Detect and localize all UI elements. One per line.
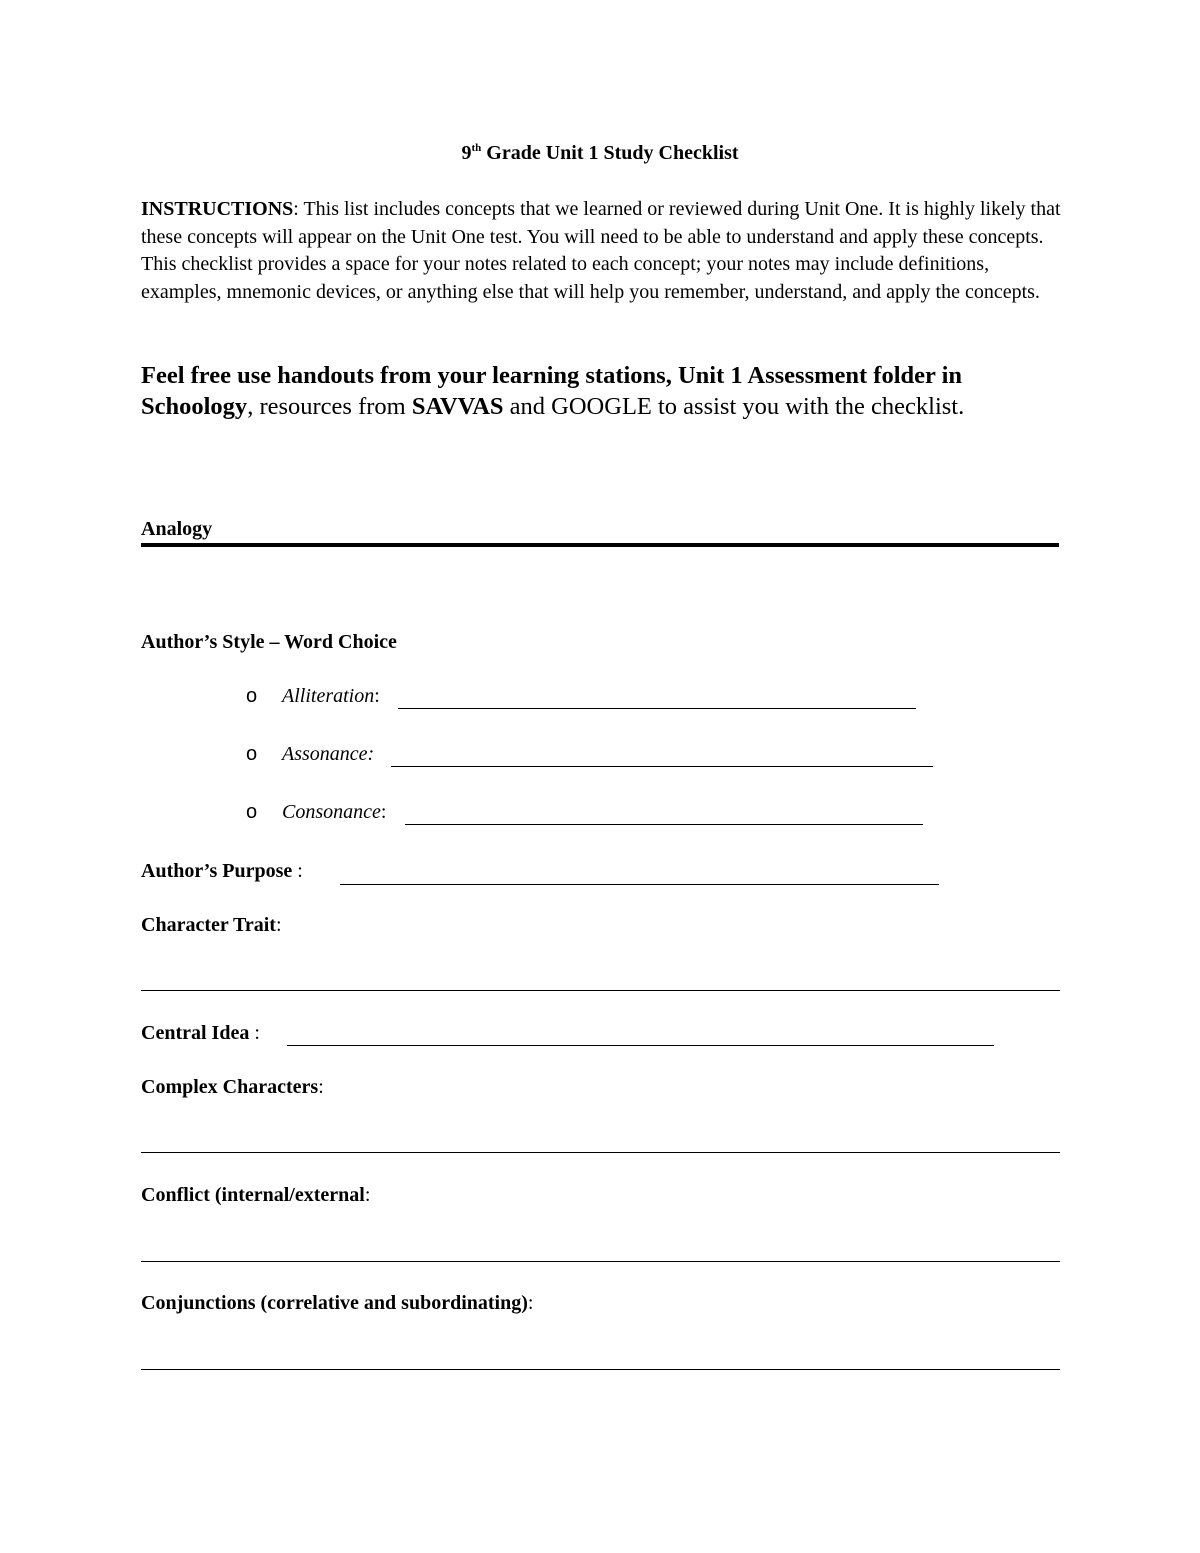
- conflict-answer-line[interactable]: [141, 1261, 1060, 1262]
- resources-note-part4: SAVVAS: [411, 393, 504, 420]
- resources-note: [141, 360, 1071, 422]
- resources-note-part2: handouts from your learning stations, Unit 1 Assessment folder in Schoology: [141, 362, 963, 420]
- instructions-label: INSTRUCTIONS: [141, 198, 294, 220]
- consonance-answer-line[interactable]: [405, 824, 923, 825]
- title-prefix: 9: [461, 142, 472, 164]
- assonance-answer-line[interactable]: [391, 766, 933, 767]
- conjunctions-label: Conjunctions (correlative and subordinating):: [141, 1292, 534, 1314]
- authors-purpose-answer-line[interactable]: [340, 884, 939, 885]
- conjunctions-answer-line[interactable]: [141, 1369, 1060, 1370]
- bullet-mark: o: [246, 743, 258, 765]
- page-title: [0, 142, 1200, 165]
- analogy-label: Analogy: [141, 518, 213, 540]
- instructions-text: : This list includes concepts that we learned or reviewed during Unit One. It is highly likely that these concepts will appear on the Unit One test. You will need to be able to understand and apply these concepts. This checklist provides a space for your notes related to each concept; your notes may include definitions, examples, mnemonic devices, or anything else that will help you remember, understand, and apply the concepts.: [141, 198, 1061, 303]
- character-trait-answer-line[interactable]: [141, 990, 1060, 991]
- instructions-paragraph: [141, 196, 1061, 306]
- term-consonance: Consonance:: [282, 801, 387, 823]
- central-idea-answer-line[interactable]: [287, 1045, 994, 1046]
- title-superscript: th: [471, 142, 482, 154]
- authors-purpose-label: Author’s Purpose :: [141, 860, 303, 882]
- central-idea-label: Central Idea :: [141, 1022, 260, 1044]
- term-alliteration: Alliteration:: [282, 685, 380, 707]
- title-rest: Grade Unit 1 Study Checklist: [481, 142, 739, 164]
- alliteration-answer-line[interactable]: [398, 708, 916, 709]
- resources-note-part1: Feel free use: [141, 362, 278, 389]
- analogy-divider: [141, 543, 1059, 547]
- authors-style-label: Author’s Style – Word Choice: [141, 631, 397, 653]
- character-trait-label: Character Trait:: [141, 914, 282, 936]
- bullet-mark: o: [246, 685, 258, 707]
- complex-characters-answer-line[interactable]: [141, 1152, 1060, 1153]
- bullet-mark: o: [246, 801, 258, 823]
- resources-note-part5: and GOOGLE to assist you with the checklist.: [503, 393, 965, 420]
- conflict-label: Conflict (internal/external:: [141, 1184, 371, 1206]
- term-assonance: Assonance:: [282, 743, 375, 765]
- complex-characters-label: Complex Characters:: [141, 1076, 324, 1098]
- resources-note-part3: , resources from: [247, 393, 412, 420]
